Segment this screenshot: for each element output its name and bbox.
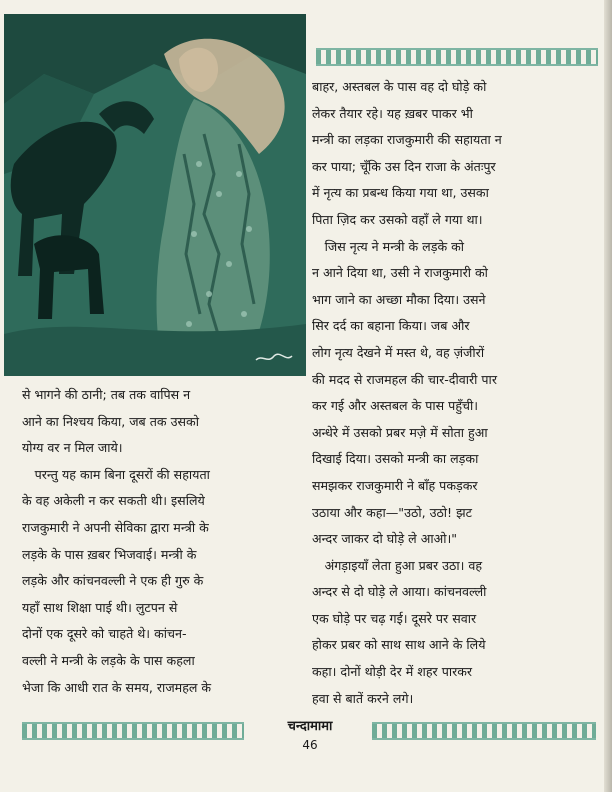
text-line: अन्धेरे में उसको प्रबर मज़े में सोता हुआ: [312, 424, 488, 440]
story-illustration: [4, 14, 306, 376]
decorative-border-top: [316, 48, 598, 66]
text-line: मन्त्री का लड़का राजकुमारी की सहायता न: [312, 132, 502, 148]
text-line: में नृत्य का प्रबन्ध किया गया था, उसका: [312, 185, 489, 201]
decorative-border-bottom-right: [372, 722, 596, 740]
text-line: लेकर तैयार रहे। यह ख़बर पाकर भी: [312, 105, 473, 121]
text-line: सिर दर्द का बहाना किया। जब और: [312, 318, 470, 334]
text-line: यहाँ साथ शिक्षा पाई थी। लुटपन से: [22, 599, 178, 615]
text-line: वल्ली ने मन्त्री के लड़के के पास कहला: [22, 652, 195, 668]
text-line: कहा। दोनों थोड़ी देर में शहर पारकर: [312, 664, 473, 680]
text-line: लोग नृत्य देखने में मस्त थे, वह ज़ंजीरों: [312, 344, 485, 360]
illustration-drawing: [4, 14, 306, 376]
text-line: राजकुमारी ने अपनी सेविका द्वारा मन्त्री के: [22, 519, 209, 535]
text-line: भेजा कि आधी रात के समय, राजमहल के: [22, 679, 212, 695]
text-line: जिस नृत्य ने मन्त्री के लड़के को: [324, 238, 465, 254]
text-line: आने का निश्चय किया, जब तक उसको: [22, 413, 199, 429]
text-line: बाहर, अस्तबल के पास वह दो घोड़े को: [312, 79, 487, 94]
text-line: लड़के के पास ख़बर भिजवाई। मन्त्री के: [22, 546, 197, 562]
text-line: की मदद से राजमहल की चार-दीवारी पार: [312, 371, 497, 387]
text-line: अंगड़ाइयाँ लेता हुआ प्रबर उठा। वह: [324, 557, 483, 573]
text-line: समझकर राजकुमारी ने बाँह पकड़कर: [312, 477, 478, 493]
magazine-name: चन्दामामा: [287, 719, 333, 734]
text-line: एक घोड़े पर चढ़ गई। दूसरे पर सवार: [312, 610, 477, 626]
text-line: से भागने की ठानी; तब तक वापिस न: [22, 387, 191, 402]
paragraph: [22, 462, 304, 701]
text-line: कर पाया; चूँकि उस दिन राजा के अंतःपुर: [312, 158, 496, 174]
text-line: होकर प्रबर को साथ साथ आने के लिये: [312, 637, 486, 653]
text-line: दोनों एक दूसरे को चाहते थे। कांचन-: [22, 626, 187, 642]
text-line: दिखाई दिया। उसको मन्त्री का लड़का: [312, 451, 479, 467]
text-line: कर गई और अस्तबल के पास पहुँची।: [312, 398, 479, 414]
text-line: हवा से बातें करने लगे।: [312, 690, 414, 706]
paragraph: [312, 234, 600, 553]
page-number: 46: [302, 738, 318, 752]
text-line: परन्तु यह काम बिना दूसरों की सहायता: [34, 466, 210, 482]
right-column: [312, 74, 600, 712]
text-line: उठाया और कहा—"उठो, उठो! झट: [312, 504, 472, 520]
text-line: भाग जाने का अच्छा मौका दिया। उसने: [312, 291, 486, 307]
text-line: योग्य वर न मिल जाये।: [22, 440, 123, 456]
decorative-border-bottom-left: [22, 722, 244, 740]
paragraph: [312, 74, 600, 234]
paragraph: [22, 382, 304, 462]
text-line: अन्दर से दो घोड़े ले आया। कांचनवल्ली: [312, 584, 487, 600]
text-line: अन्दर जाकर दो घोड़े ले आओ।": [312, 531, 458, 547]
text-line: के वह अकेली न कर सकती थी। इसलिये: [22, 493, 205, 509]
scan-edge: [604, 0, 612, 792]
text-line: पिता ज़िद कर उसको वहाँ ले गया था।: [312, 211, 483, 227]
left-column: [22, 382, 304, 701]
text-line: लड़के और कांचनवल्ली ने एक ही गुरु के: [22, 573, 204, 589]
paragraph: [312, 553, 600, 713]
text-line: न आने दिया था, उसी ने राजकुमारी को: [312, 265, 488, 281]
